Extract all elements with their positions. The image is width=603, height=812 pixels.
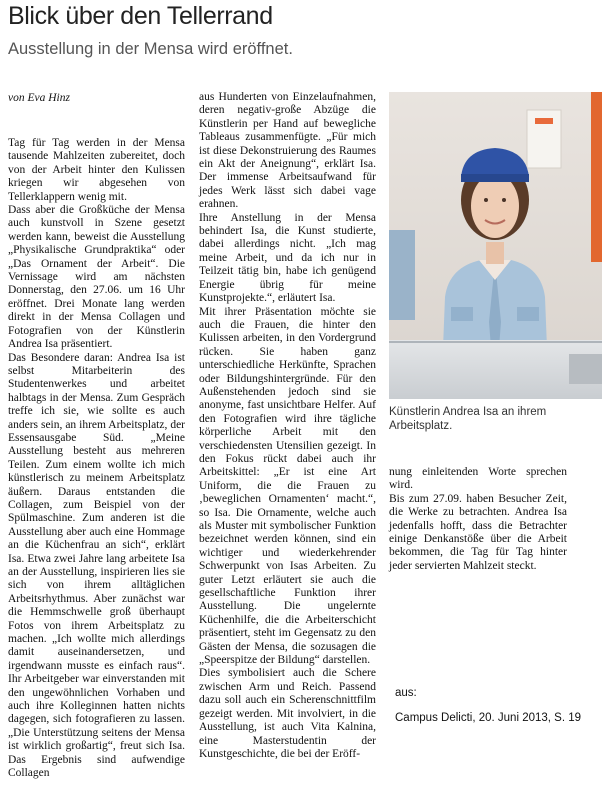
paragraph: Tag für Tag werden in der Mensa tausende Mahlzeiten zubereitet, doch von der Arbeit hinter den Kulissen kriegen wir abgesehen von Tellerklappern wenig mit. [8, 137, 185, 203]
paragraph: aus Hunderten von Einzelaufnahmen, deren negativ-große Abzüge die Künstlerin per Hand auf bewegliche Tableaus zusammenfügte. „Für mich ist diese Dekonstruierung des Raumes ein Akt der Aneignung“, erklärt Isa. Der immense Arbeitsaufwand für jedes Werk lässt sich dabei vage erahnen. [199, 91, 376, 211]
artist-photo [389, 92, 602, 399]
paragraph: Dies symbolisiert auch die Schere zwischen Arm und Reich. Passend dazu soll auch ein Scherenschnittfilm gezeigt werden. Mit involviert, in die Ausstellung, ist auch Vita Kalnina, eine Masterstudentin der Kunstgeschichte, die bei der Eröff- [199, 667, 376, 760]
headline: Blick über den Tellerrand [8, 2, 273, 30]
paragraph: nung einleitenden Worte sprechen wird. [389, 466, 567, 492]
article-column-2 [199, 91, 376, 761]
paragraph: Das Besondere daran: Andrea Isa ist selbst Mitarbeiterin des Studentenwerkes und arbeitet halbtags in der Mensa. Zum Gespräch treffe ich sie, wie sollte es auch anders sein, an ihrem Arbeitsplatz, der Essensausgabe Süd. „Meine Ausstellung besteht aus mehreren Teilen. Zum einem wollte ich mich künstlerisch zu meinem Arbeitsplatz äußern. Daraus entstanden die Collagen, zum Beispiel von der Spülmaschine. Zum anderen ist die Ausstellung aber auch eine Hommage an die Küchenfrau an sich“, erklärt Isa. Etwa zwei Jahre lang arbeitete Isa an der Ausstellung, inspirieren lies sie sich von ihrem alltäglichen Arbeitsrhythmus. Aber zunächst war die Hemmschwelle groß überhaupt Fotos von ihrem Arbeitsplatz zu machen. „Ich wollte mich allerdings damit auseinandersetzen, und irgendwann musste es einfach raus“. Ihr Arbeitgeber war einverstanden mit den ungewöhnlichen Vorhaben und auch ihre Kolleginnen hatten nichts dagegen, sich fotografieren zu lassen. „Die Unterstützung seitens der Mensa ist wirklich großartig“, freut sich Isa. Das Ergebnis sind aufwendige Collagen [8, 351, 185, 780]
artist-photo-image [389, 92, 602, 399]
article-column-1 [8, 137, 185, 781]
paragraph: Campus Delicti, 20. Juni 2013, S. 19 [395, 712, 582, 724]
byline: von Eva Hinz [8, 92, 70, 104]
subheadline: Ausstellung in der Mensa wird eröffnet. [8, 40, 293, 58]
paragraph: aus: [395, 686, 417, 699]
article-column-3 [389, 466, 567, 573]
photo-caption: Künstlerin Andrea Isa an ihrem Arbeitsplatz. [389, 406, 547, 432]
source-citation [395, 674, 600, 737]
paragraph: Bis zum 27.09. haben Besucher Zeit, die Werke zu betrachten. Andrea Isa jedenfalls hofft, dass die Betrachter einige Denkanstöße über die Arbeit bekommen, die Tag für Tag hinter jeder servierten Mahlzeit steckt. [389, 492, 567, 572]
paragraph: Mit ihrer Präsentation möchte sie auch die Frauen, die hinter den Kulissen arbeiten, in den Vordergrund rücken. Sie haben ganz unterschiedliche Herkünfte, Sprachen oder Bildungshintergründe. Für den Außenstehenden jedoch sind sie anonyme, fast unsichtbare Helfer. Auf den Fotografien wird ihre tägliche körperliche Arbeit mit den verschiedensten Utensilien gezeigt. In den Fokus rückt dabei auch ihr Arbeitskittel: „Er ist eine Art Uniform, die die Frauen zu ‚beweglichen Ornamenten‘ macht.“, so Isa. Die Ornamente, welche auch als Muster mit symbolischer Funktion bezeichnet werden können, sind ein wichtiger und wiederkehrender Schwerpunkt von Isas Arbeiten. Zu guter Letzt erläutert sie auch die gesellschaftliche Funktion ihrer Ausstellung. Die ungelernte Küchenhilfe, die die Arbeiterschicht präsentiert, steht im Gegensatz zu den Gästen der Mensa, die sozusagen die „Speerspitze der Bildung“ darstellen. [199, 305, 376, 667]
paragraph: Dass aber die Großküche der Mensa auch kunstvoll in Szene gesetzt werden kann, beweist die Ausstellung „Physikalische Grundpraktika“ oder „Das Ornament der Arbeit“. Die Vernissage wird am nächsten Donnerstag, den 27.06. um 16 Uhr eröffnet. Drei Monate lang werden direkt in der Mensa Collagen und Fotografien von der Künstlerin Andrea Isa präsentiert. [8, 204, 185, 351]
paragraph: Ihre Anstellung in der Mensa behindert Isa, die Kunst studierte, dabei allerdings nicht. „Ich mag meine Arbeit, und da ich nur in Teilzeit tätig bin, habe ich genügend Energie übrig für meine Kunstprojekte.“, erläutert Isa. [199, 211, 376, 305]
